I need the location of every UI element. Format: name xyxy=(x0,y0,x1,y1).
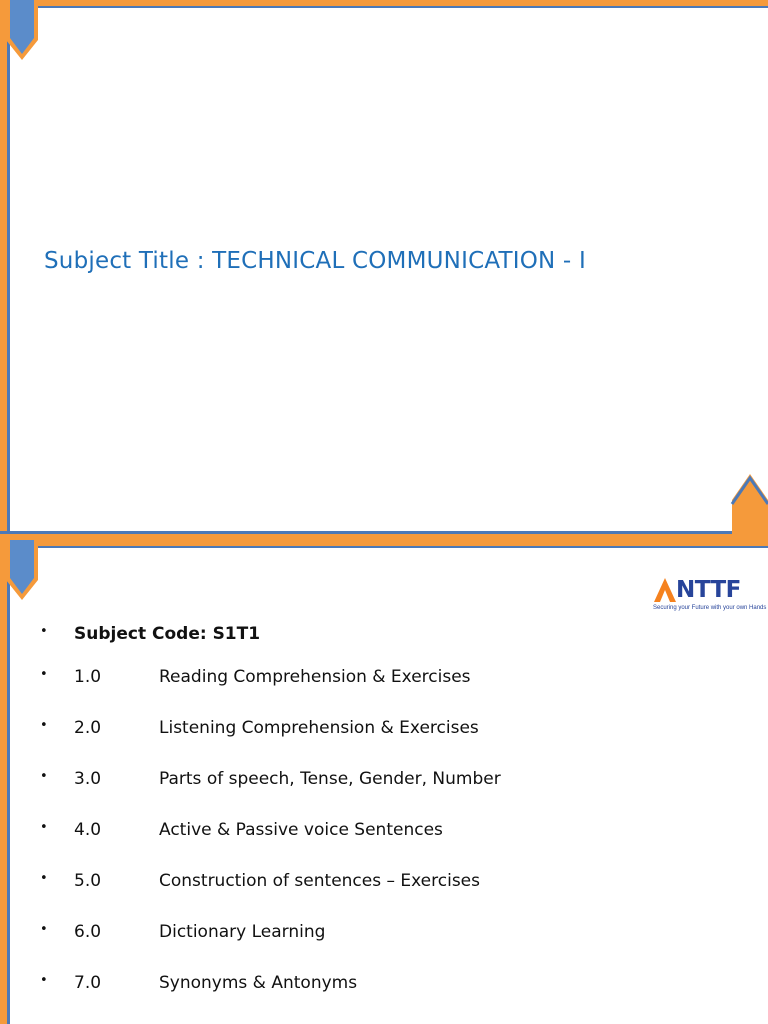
topic-text: Synonyms & Antonyms xyxy=(159,973,358,993)
topic-item xyxy=(0,769,600,795)
topic-item xyxy=(0,922,600,948)
nttf-logo-text: NTTF xyxy=(676,577,741,603)
topic-number: 3.0 xyxy=(74,769,102,789)
subject-code-item xyxy=(0,624,600,650)
topic-number: 4.0 xyxy=(74,820,102,840)
nttf-logo-tagline: Securing your Future with your own Hands xyxy=(653,605,767,611)
topic-text: Construction of sentences – Exercises xyxy=(159,871,480,891)
topic-item xyxy=(0,667,600,693)
topic-number: 7.0 xyxy=(74,973,102,993)
nttf-logo xyxy=(652,574,767,618)
subject-code: Subject Code: S1T1 xyxy=(74,624,261,644)
slide-1-top-border xyxy=(0,0,768,8)
slide-2-top-border xyxy=(0,540,768,548)
nttf-logo-mark-icon xyxy=(652,576,678,604)
bullet: • xyxy=(40,769,48,784)
corner-arrow-down-icon xyxy=(4,0,40,62)
topic-number: 1.0 xyxy=(74,667,102,687)
topic-number: 5.0 xyxy=(74,871,102,891)
topic-item xyxy=(0,871,600,897)
topic-text: Dictionary Learning xyxy=(159,922,326,942)
topic-item xyxy=(0,820,600,846)
slide-1-bottom-border xyxy=(0,531,768,540)
corner-arrow-up-icon xyxy=(730,468,768,540)
bullet: • xyxy=(40,922,48,937)
slide-1-left-border xyxy=(0,0,10,540)
bullet: • xyxy=(40,973,48,988)
corner-arrow-down-icon xyxy=(4,540,40,602)
topic-text: Parts of speech, Tense, Gender, Number xyxy=(159,769,501,789)
topic-number: 6.0 xyxy=(74,922,102,942)
bullet: • xyxy=(40,624,48,639)
topic-item xyxy=(0,973,600,999)
topic-item xyxy=(0,718,600,744)
topic-number: 2.0 xyxy=(74,718,102,738)
topic-text: Reading Comprehension & Exercises xyxy=(159,667,471,687)
topic-text: Listening Comprehension & Exercises xyxy=(159,718,479,738)
bullet: • xyxy=(40,667,48,682)
topic-text: Active & Passive voice Sentences xyxy=(159,820,443,840)
bullet: • xyxy=(40,871,48,886)
subject-title: Subject Title : TECHNICAL COMMUNICATION - I xyxy=(44,248,586,274)
bullet: • xyxy=(40,820,48,835)
bullet: • xyxy=(40,718,48,733)
